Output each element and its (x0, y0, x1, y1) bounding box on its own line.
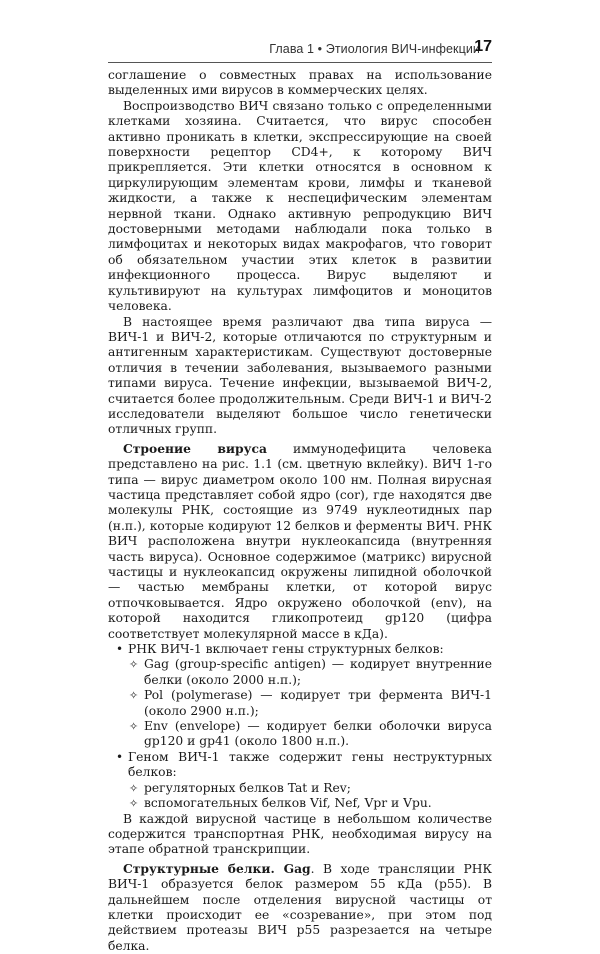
running-header (0, 36, 600, 58)
paragraph: соглашение о совместных правах на использование выделенных ими вирусов в коммерческих целях. (108, 68, 492, 98)
list-item: ✧ Gag (group-specific antigen) — кодирует внутренние белки (около 2000 н.п.); (128, 657, 492, 688)
sub-list (128, 657, 492, 749)
header-rule (108, 62, 492, 63)
list-item: ✧ вспомогательных белков Vif, Nef, Vpr и Vpu. (128, 796, 492, 811)
list-intro: Геном ВИЧ-1 также содержит гены неструктурных белков: (128, 749, 492, 780)
paragraph-structural-proteins (108, 861, 492, 954)
paragraph: В настоящее время различают два типа вируса — ВИЧ-1 и ВИЧ-2, которые отличаются по структурным и антигенным характеристикам. Существуют достоверные отличия в течении заболевания, вызываемого разными типами вируса. Течение инфекции, вызываемой ВИЧ-2, считается более продолжительным. Среди ВИЧ-1 и ВИЧ-2 исследователи выделяют большое число генетически отличных групп. (108, 314, 492, 437)
list-item: ✧ регуляторных белков Tat и Rev; (128, 781, 492, 796)
paragraph-virus-structure (108, 441, 492, 642)
paragraph-text: . В ходе трансляции РНК ВИЧ-1 образуется белок размером 55 кДа (p55). В дальнейшем после отделения вирусной частицы от клетки происходит ее «созревание», при этом под действием протеазы ВИЧ p55 разрезается на четыре белка. (108, 861, 492, 953)
sub-list (128, 781, 492, 812)
main-text (108, 68, 492, 954)
list-item (108, 642, 492, 750)
page-number: 17 (474, 38, 492, 55)
gene-list (108, 642, 492, 811)
list-item (108, 750, 492, 812)
list-item: ✧ Env (envelope) — кодирует белки оболочки вируса gp120 и gp41 (около 1800 н.п.). (128, 719, 492, 750)
paragraph: Воспроизводство ВИЧ связано только с определенными клетками хозяина. Считается, что вирус способен активно проникать в клетки, экспрессирующие на своей поверхности рецептор CD4+, к которому ВИЧ прикрепляется. Эти клетки относятся в основном к циркулирующим элементам крови, лимфы и тканевой жидкости, а также к неспецифическим элементам нервной ткани. Однако активную репродукцию ВИЧ достоверными методами наблюдали пока только в лимфоцитах и некоторых видах макрофагов, что говорит об обязательном участии этих клеток в развитии инфекционного процесса. Вирус выделяют и культивируют на культурах лимфоцитов и моноцитов человека. (108, 98, 492, 314)
section-heading-structural-proteins: Структурные белки. Gag (123, 860, 311, 876)
section-heading-virus-structure: Строение вируса (123, 440, 267, 456)
paragraph: В каждой вирусной частице в небольшом количестве содержится транспортная РНК, необходимая вирусу на этапе обратной транскрипции. (108, 811, 492, 857)
list-item: ✧ Pol (polymerase) — кодирует три фермента ВИЧ-1 (около 2900 н.п.); (128, 688, 492, 719)
chapter-title: Глава 1 • Этиология ВИЧ-инфекции (269, 42, 480, 56)
paragraph-text: иммунодефицита человека представлено на рис. 1.1 (см. цветную вклейку). ВИЧ 1-го типа — вирус диаметром около 100 нм. Полная вирусная частица представляет собой ядро (cor), где находятся две молекулы РНК, состоящие из 9749 нуклеотидных пар (н.п.), которые кодируют 12 белков и ферменты ВИЧ. РНК ВИЧ расположена внутри нуклеокапсида (внутренняя часть вируса). Основное содержимое (матрикс) вирусной частицы и нуклеокапсид окружены липидной оболочкой — частью мембраны клетки, от которой вирус отпочковывается. Ядро окружено оболочкой (env), на которой находится гликопротеид gp120 (цифра соответствует молекулярной массе в кДа). (108, 441, 492, 641)
list-intro: РНК ВИЧ-1 включает гены структурных белков: (128, 642, 444, 657)
